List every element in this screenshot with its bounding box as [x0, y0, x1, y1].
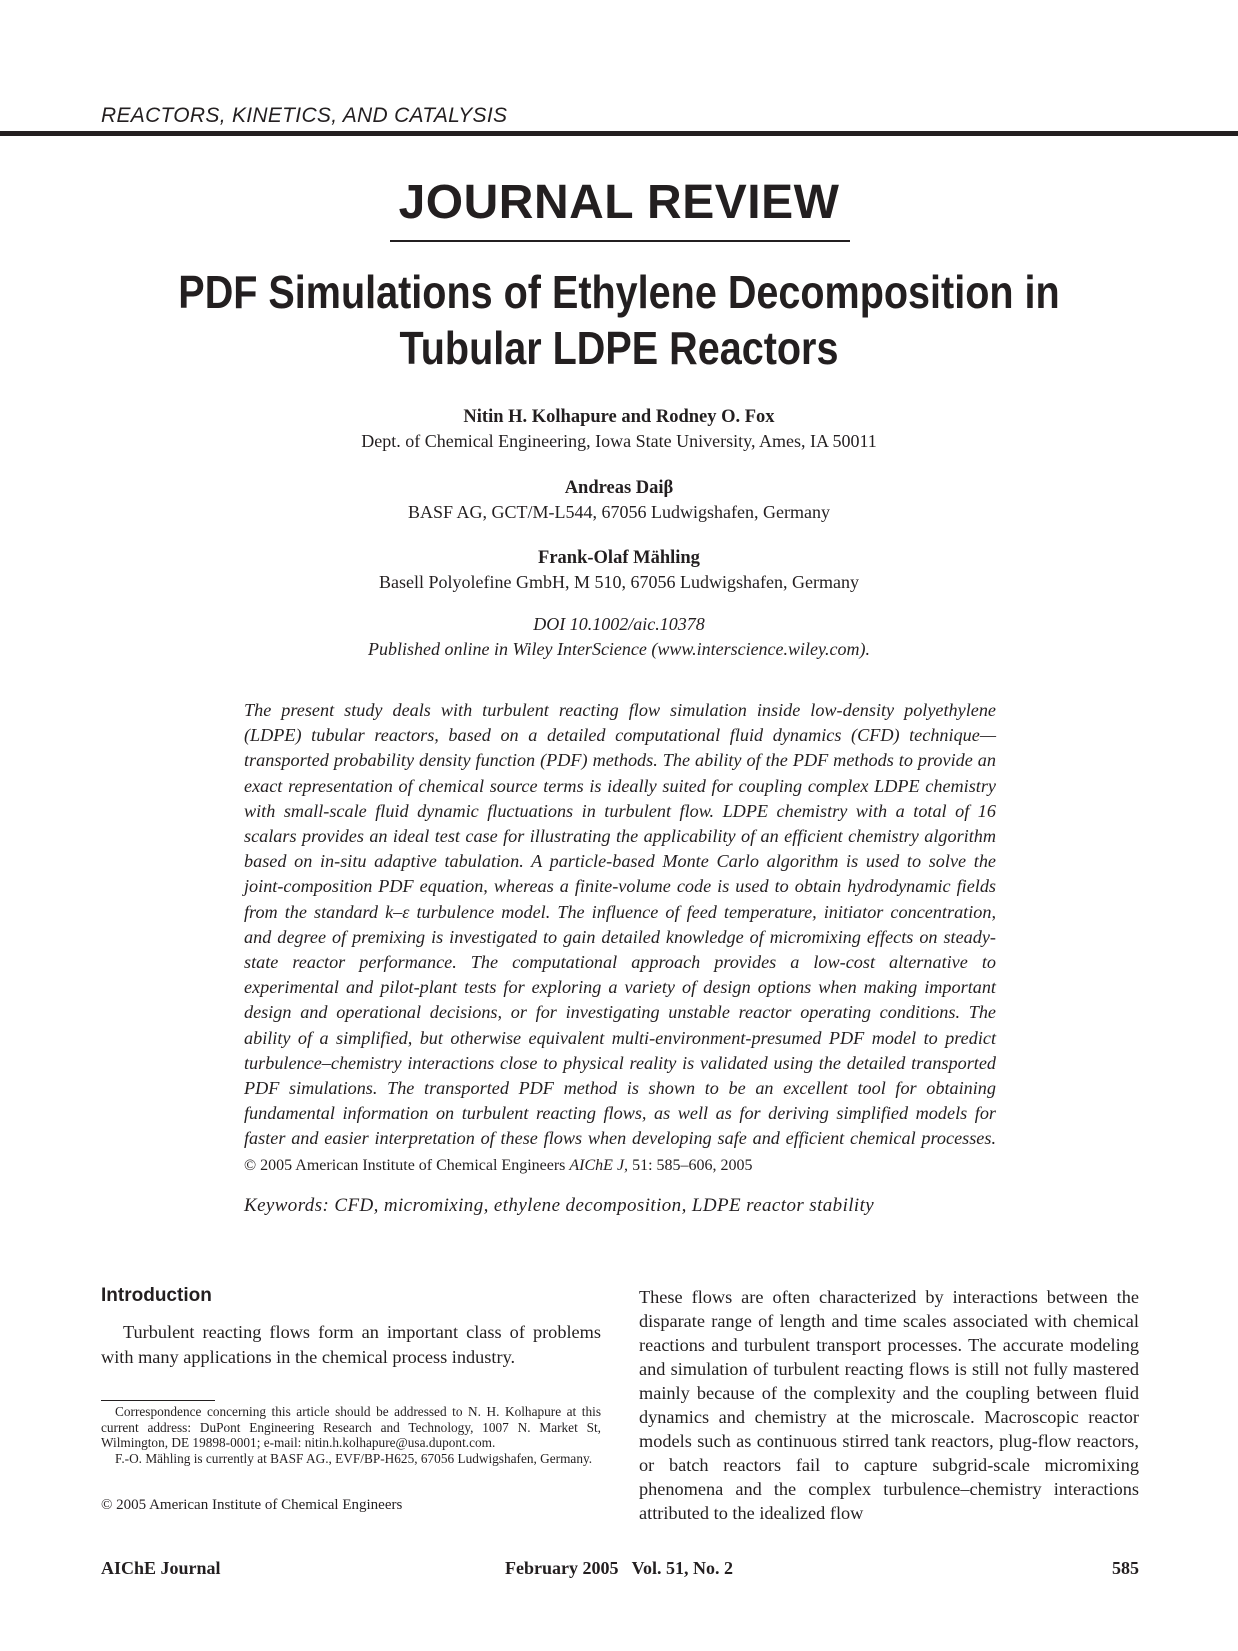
header-rule [0, 131, 1238, 136]
title-line-2: Tubular LDPE Reactors [399, 322, 839, 374]
citation-journal: AIChE J, [569, 1156, 629, 1174]
footer-journal: AIChE Journal [101, 1558, 221, 1578]
abstract [244, 698, 996, 1178]
author-names: Nitin H. Kolhapure and Rodney O. Fox [463, 407, 775, 427]
author-affiliation: BASF AG, GCT/M-L544, 67056 Ludwigshafen, Germany [408, 502, 830, 522]
section-tag: REACTORS, KINETICS, AND CATALYSIS [101, 104, 508, 127]
doi: DOI 10.1002/aic.10378 [533, 614, 705, 634]
footnotes [101, 1404, 601, 1466]
article-title [138, 264, 1099, 376]
page-number: 585 [1112, 1558, 1139, 1578]
footnote-rule [101, 1400, 215, 1401]
abstract-citation [244, 1157, 753, 1174]
author-names: Frank-Olaf Mähling [538, 548, 700, 568]
correspondence-footnote: Correspondence concerning this article should be addressed to N. H. Kolhapure at this current address: DuPont Engineering Research and Technology, 1007 N. Market St, Wilmington, DE 19898-0001; e-mail: nitin.h.kolhapure@usa.dupont.com. [101, 1404, 601, 1450]
doi-block [0, 612, 1238, 662]
abstract-copyright: © 2005 American Institute of Chemical Engineers [244, 1156, 566, 1174]
citation-rest: 51: 585–606, 2005 [632, 1156, 753, 1174]
journal-review-heading: JOURNAL REVIEW [398, 176, 840, 229]
author-names: Andreas Daiβ [564, 478, 674, 498]
author-affiliation: Basell Polyolefine GmbH, M 510, 67056 Ludwigshafen, Germany [379, 572, 859, 592]
author-affiliation: Dept. of Chemical Engineering, Iowa State University, Ames, IA 50011 [361, 431, 877, 451]
author-block-2 [0, 476, 1238, 524]
abstract-body: The present study deals with turbulent reacting flow simulation inside low-density polyethylene (LDPE) tubular reactors, based on a detailed computational fluid dynamics (CFD) technique—transported probability density function (PDF) methods. The ability of the PDF methods to provide an exact representation of chemical source terms is ideally suited for coupling complex LDPE chemistry with small-scale fluid dynamic fluctuations in turbulent flow. LDPE chemistry with a total of 16 scalars provides an ideal test case for illustrating the applicability of an efficient chemistry algorithm based on in-situ adaptive tabulation. A particle-based Monte Carlo algorithm is used to solve the joint-composition PDF equation, whereas a finite-volume code is used to obtain hydrodynamic fields from the standard k–ε turbulence model. The influence of feed temperature, initiator concentration, and degree of premixing is investigated to gain detailed knowledge of micromixing effects on steady-state reactor performance. The computational approach provides a low-cost alternative to experimental and pilot-plant tests for exploring a variety of design options when making important design and operational decisions, or for investigating unstable reactor operating conditions. The ability of a simplified, but otherwise equivalent multi-environment-presumed PDF model to predict turbulence–chemistry interactions close to physical reality is validated using the detailed transported PDF simulations. The transported PDF method is shown to be an excellent tool for obtaining fundamental information on turbulent reacting flows, as well as for deriving simplified models for faster and easier interpretation of these flows when developing safe and efficient chemical processes. [244, 700, 996, 1149]
maehling-footnote: F.-O. Mähling is currently at BASF AG., EVF/BP-H625, 67056 Ludwigshafen, Germany. [115, 1450, 593, 1466]
introduction-left-text: Turbulent reacting flows form an important class of problems with many applications in the chemical process industry. [101, 1322, 601, 1367]
author-block-3 [0, 546, 1238, 594]
author-block-1 [0, 405, 1238, 453]
published-online: Published online in Wiley InterScience (www.interscience.wiley.com). [367, 639, 871, 659]
introduction-heading: Introduction [101, 1285, 212, 1306]
introduction-right-text: These flows are often characterized by interactions between the disparate range of length and time scales associated with chemical reactions and turbulent transport processes. The accurate modeling and simulation of turbulent reacting flows is still not fully mastered mainly because of the complexity and the coupling between fluid dynamics and chemistry at the microscale. Macroscopic reactor models such as continuous stirred tank reactors, plug-flow reactors, or batch reactors fail to capture subgrid-scale micromixing phenomena and the complex turbulence–chemistry interactions attributed to the idealized flow [639, 1287, 1139, 1523]
keywords: Keywords: CFD, micromixing, ethylene decomposition, LDPE reactor stability [244, 1195, 875, 1216]
journal-review-underline [390, 240, 850, 242]
copyright-note: © 2005 American Institute of Chemical Engineers [101, 1497, 403, 1513]
title-line-1: PDF Simulations of Ethylene Decomposition in [178, 266, 1060, 318]
footer-issue: February 2005 Vol. 51, No. 2 [504, 1558, 733, 1578]
